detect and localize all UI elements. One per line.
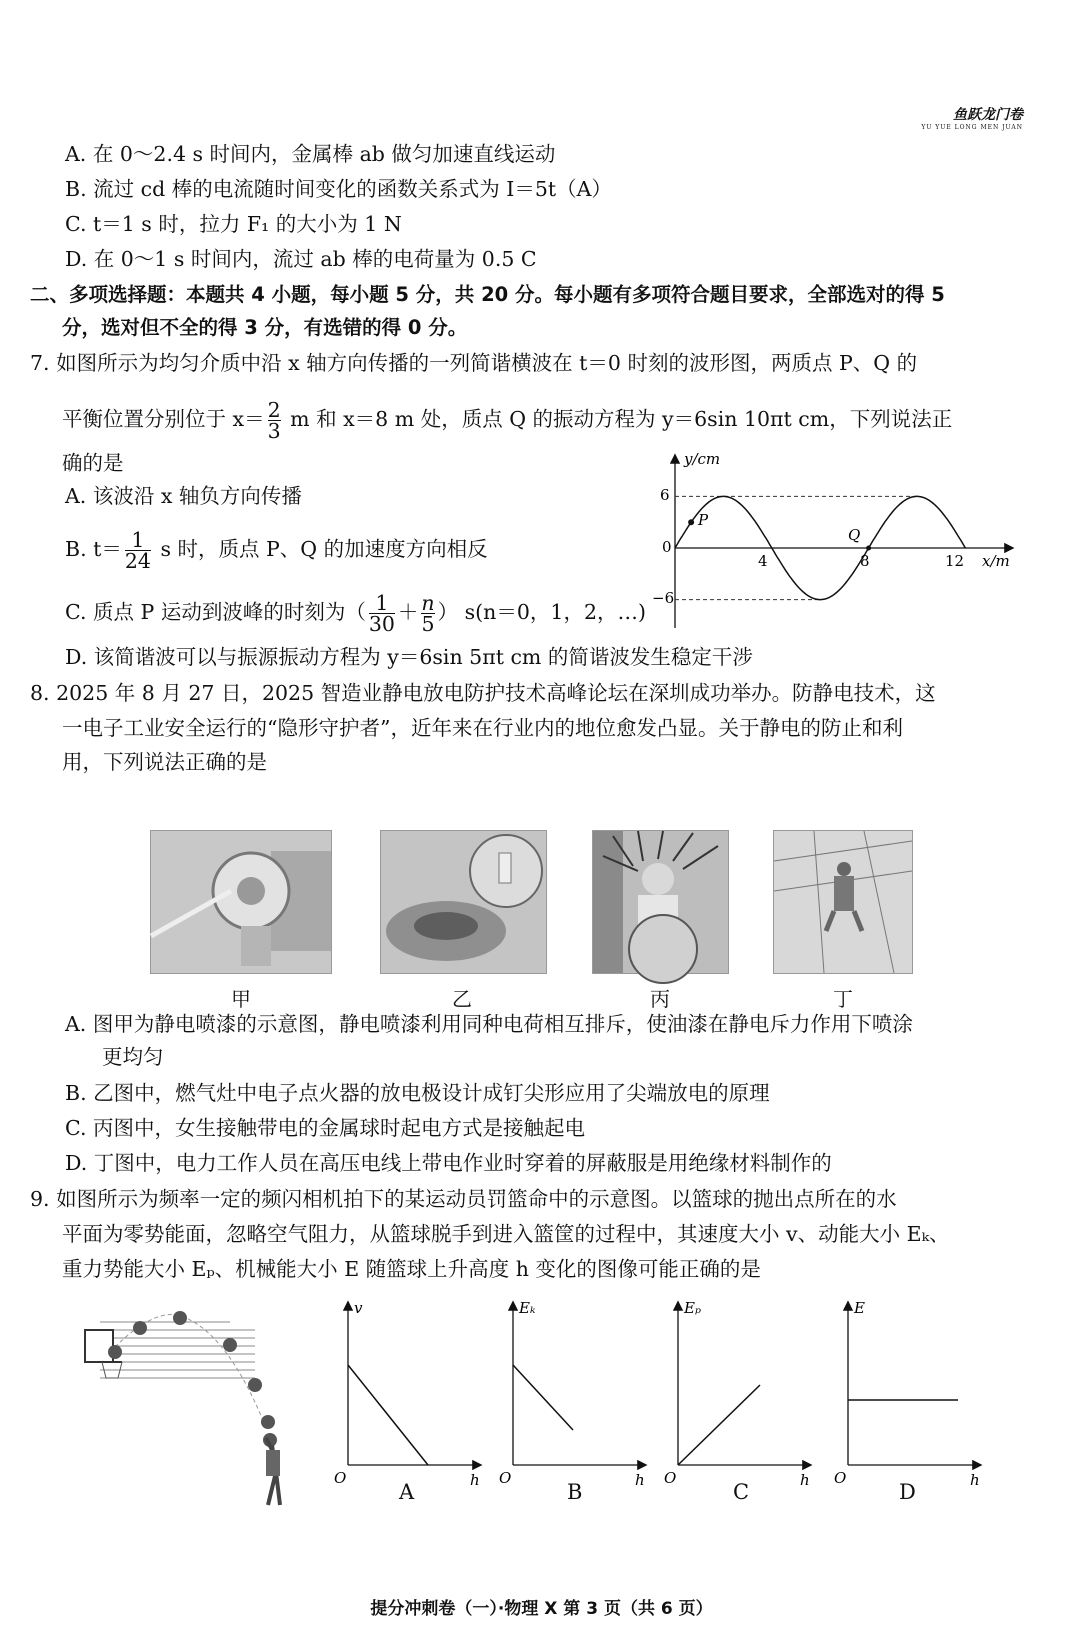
q7-optc-plus: ＋ [397, 600, 419, 624]
q7-frac-den: 3 [267, 419, 281, 443]
graph-d-option-label: D [899, 1480, 916, 1504]
point-p-dot [688, 519, 694, 525]
q7-stem-line1: 7. 如图所示为均匀介质中沿 x 轴方向传播的一列简谐横波在 t＝0 时刻的波形图，两质点 P、Q 的 [30, 351, 918, 375]
logo-subtext: YU YUE LONG MEN JUAN [921, 124, 1023, 131]
q6-option-d: D. 在 0～1 s 时间内，流过 ab 棒的电荷量为 0.5 C [65, 247, 537, 271]
graph-d-xlabel: h [970, 1471, 980, 1489]
q6-option-b: B. 流过 cd 棒的电流随时间变化的函数关系式为 I＝5t（A） [65, 177, 612, 201]
page-footer: 提分冲刺卷（一）·物理 X 第 3 页（共 6 页） [370, 1599, 713, 1619]
graph-d [834, 1299, 980, 1489]
caption-yi: 乙 [452, 987, 472, 1011]
q6-option-c: C. t＝1 s 时，拉力 F₁ 的大小为 1 N [65, 212, 402, 236]
basketball-illustration [80, 1300, 305, 1515]
graph-b-option-label: B [567, 1480, 583, 1504]
graph-b [499, 1299, 645, 1489]
photo-yi-gas-stove [380, 830, 547, 974]
q9-stem-line3: 重力势能大小 Eₚ、机械能大小 E 随篮球上升高度 h 变化的图像可能正确的是 [62, 1257, 761, 1281]
q7-optb-num: 1 [125, 530, 151, 551]
section-heading-line2: 分，选对但不全的得 3 分，有选错的得 0 分。 [62, 316, 468, 339]
q7-line2-part1: 平衡位置分别位于 x＝ [62, 407, 265, 431]
q8-option-d: D. 丁图中，电力工作人员在高压电线上带电作业时穿着的屏蔽服是用绝缘材料制作的 [65, 1151, 832, 1175]
q7-option-d: D. 该简谐波可以与振源振动方程为 y＝6sin 5πt cm 的简谐波发生稳定干涉 [65, 645, 753, 669]
y-tick-0: 0 [662, 538, 672, 556]
q7-option-a: A. 该波沿 x 轴负方向传播 [65, 484, 302, 508]
point-q-dot [866, 546, 871, 551]
q7-optc-post: ） s(n＝0，1，2，…) [437, 600, 646, 624]
point-q-label: Q [848, 526, 861, 544]
q7-optc-num1: 1 [369, 593, 395, 614]
section-heading-line1: 二、多项选择题：本题共 4 小题，每小题 5 分，共 20 分。每小题有多项符合题目要求，全部选对的得 5 [30, 283, 945, 306]
q8-option-a-line2: 更均匀 [102, 1045, 164, 1069]
q7-stem-line3: 确的是 [62, 451, 124, 475]
q9-graphs [330, 1295, 1010, 1489]
graph-a-origin: O [334, 1469, 347, 1487]
q8-option-a-line1: A. 图甲为静电喷漆的示意图，静电喷漆利用同种电荷相互排斥，使油漆在静电斥力作用下喷涂 [65, 1012, 913, 1036]
graph-c-xlabel: h [800, 1471, 810, 1489]
graph-a-line [348, 1365, 428, 1465]
q8-option-c: C. 丙图中，女生接触带电的金属球时起电方式是接触起电 [65, 1116, 585, 1140]
q7-option-b [65, 530, 488, 571]
logo-text: 鱼跃龙门卷 [953, 107, 1023, 123]
caption-bing: 丙 [650, 987, 670, 1011]
graph-c-line [678, 1385, 760, 1465]
graph-d-ylabel: E [854, 1299, 865, 1317]
q7-stem-line2 [62, 400, 952, 441]
photo-yi-illustration [381, 831, 546, 973]
q8-option-b: B. 乙图中，燃气灶中电子点火器的放电极设计成钉尖形应用了尖端放电的原理 [65, 1081, 770, 1105]
graph-a-xlabel: h [470, 1471, 480, 1489]
q7-fraction [268, 400, 281, 441]
photo-ding-power-worker [773, 830, 913, 974]
graph-d-origin: O [834, 1469, 847, 1487]
graph-c-ylabel: Eₚ [684, 1299, 701, 1317]
q7-optc-num2: n [421, 591, 435, 615]
photo-bing-illustration [593, 831, 728, 973]
q7-frac-num: 2 [267, 398, 281, 422]
x-tick-4: 4 [758, 552, 768, 570]
y-tick-neg6: −6 [652, 589, 675, 607]
y-axis-label: y/cm [684, 450, 721, 468]
photo-jia-spray-painting [150, 830, 332, 974]
q7-option-c [65, 593, 646, 634]
q7-optc-frac2 [421, 593, 434, 634]
caption-ding: 丁 [833, 987, 853, 1011]
graph-b-line [513, 1365, 573, 1430]
y-tick-6: 6 [660, 486, 670, 504]
q7-optc-frac1 [369, 593, 395, 634]
q6-option-a: A. 在 0～2.4 s 时间内，金属棒 ab 做匀加速直线运动 [65, 142, 556, 166]
q7-line2-part2: m 和 x＝8 m 处，质点 Q 的振动方程为 y＝6sin 10πt cm，下列说法正 [283, 407, 953, 431]
graph-c [664, 1299, 810, 1489]
graph-c-option-label: C [733, 1480, 750, 1504]
caption-jia: 甲 [231, 987, 251, 1011]
x-tick-12: 12 [945, 552, 965, 570]
q8-stem-line2: 一电子工业安全运行的“隐形守护者”，近年来在行业内的地位愈发凸显。关于静电的防止和利 [62, 716, 903, 740]
x-axis-label: x/m [982, 552, 1010, 570]
wave-graph [640, 448, 1040, 638]
q7-optc-den2: 5 [421, 612, 435, 636]
photo-ding-illustration [774, 831, 912, 973]
q8-stem-line3: 用，下列说法正确的是 [62, 750, 267, 774]
q7-optc-pre: C. 质点 P 运动到波峰的时刻为（ [65, 600, 366, 624]
graph-a [334, 1299, 480, 1489]
graph-a-ylabel: v [354, 1299, 363, 1317]
graph-b-origin: O [499, 1469, 512, 1487]
point-p-label: P [698, 511, 709, 529]
graph-b-ylabel: Eₖ [519, 1299, 536, 1317]
q9-stem-line1: 9. 如图所示为频率一定的频闪相机拍下的某运动员罚篮命中的示意图。以篮球的抛出点所在的水 [30, 1187, 897, 1211]
photo-bing-static-hair [592, 830, 729, 974]
graph-a-option-label: A [399, 1480, 415, 1504]
photo-jia-illustration [151, 831, 331, 973]
q7-optb-pre: B. t＝ [65, 537, 122, 561]
x-tick-8: 8 [860, 552, 870, 570]
q8-stem-line1: 8. 2025 年 8 月 27 日，2025 智造业静电放电防护技术高峰论坛在深圳成功举办。防静电技术，这 [30, 681, 936, 705]
q7-optc-den1: 30 [368, 612, 395, 636]
graph-c-origin: O [664, 1469, 677, 1487]
q7-optb-den: 24 [124, 549, 151, 573]
graph-b-xlabel: h [635, 1471, 645, 1489]
q7-optb-fraction [125, 530, 151, 571]
q9-stem-line2: 平面为零势能面，忽略空气阻力，从篮球脱手到进入篮筐的过程中，其速度大小 v、动能大小 Eₖ、 [62, 1222, 950, 1246]
q7-optb-post: s 时，质点 P、Q 的加速度方向相反 [153, 537, 488, 561]
brand-logo [921, 104, 1023, 131]
